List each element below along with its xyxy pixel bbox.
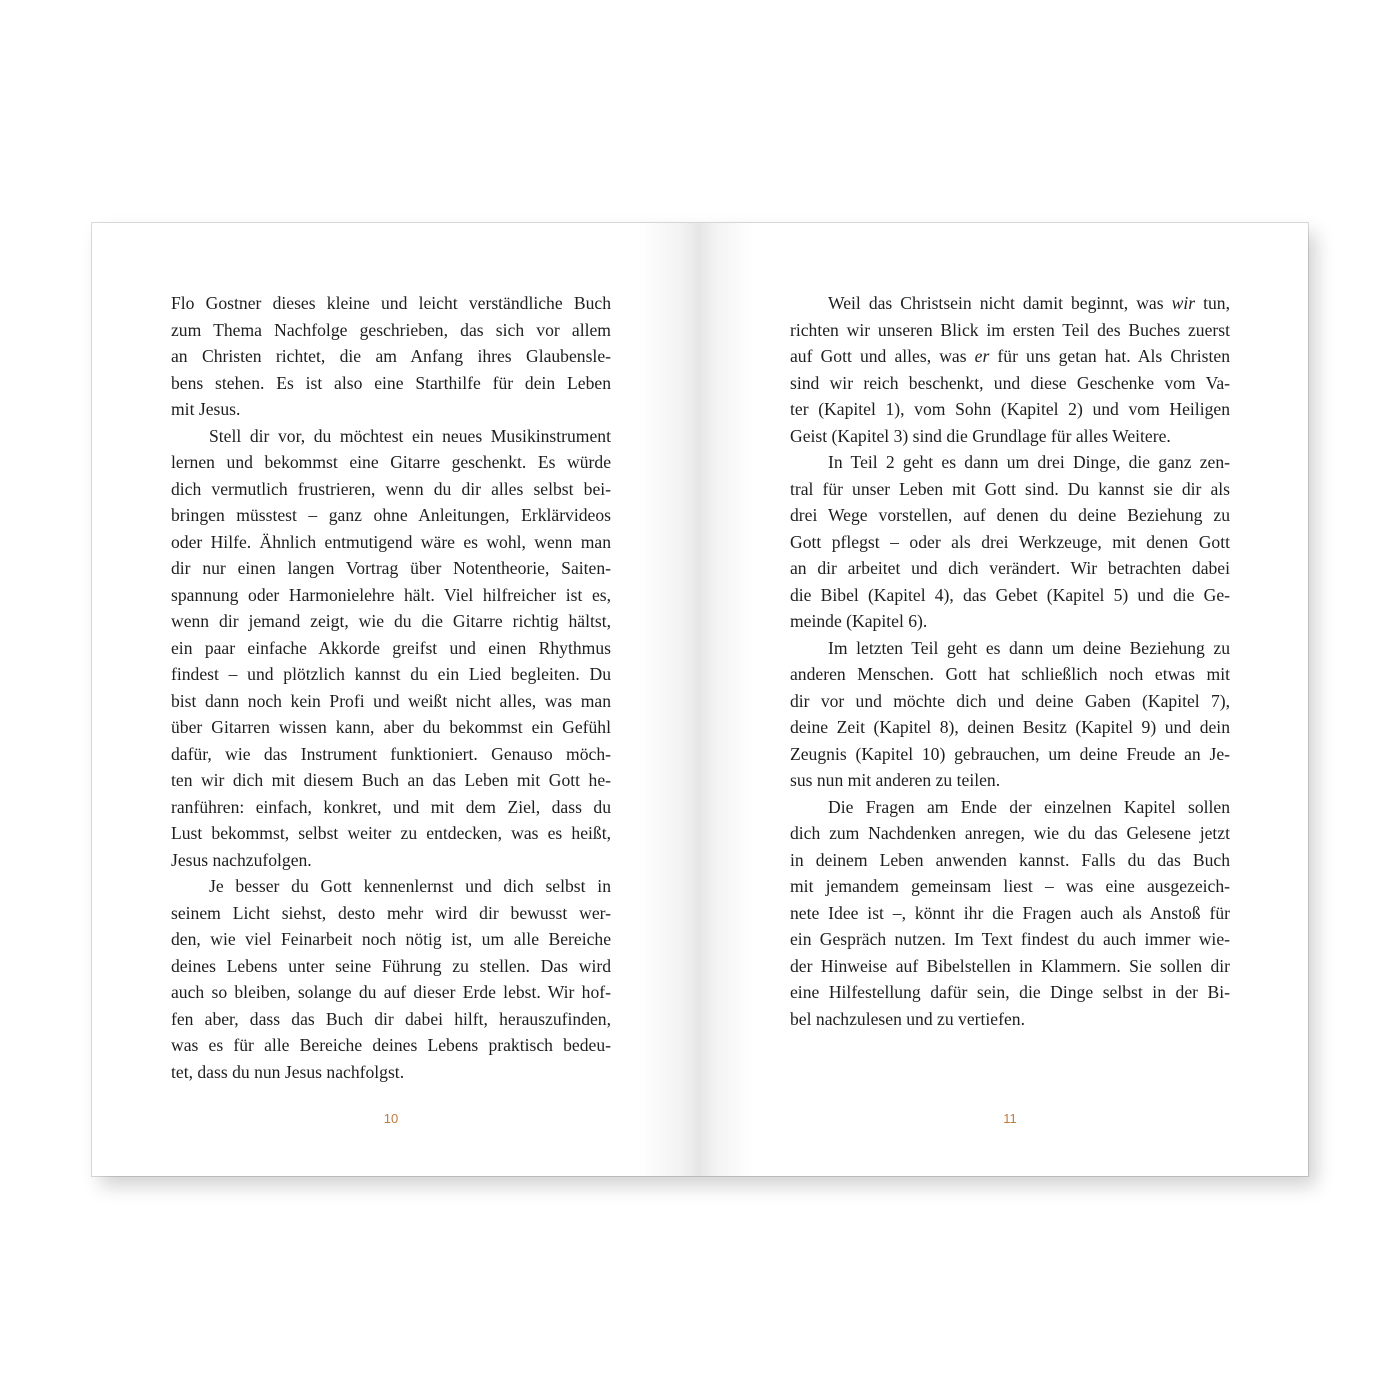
text-segment: an dir arbeitet und dich verändert. Wir betrachten dabei <box>790 558 1230 578</box>
text-line <box>790 396 1230 423</box>
text-line: bringen müsstest – ganz ohne Anleitungen, Erklärvideos <box>171 505 611 525</box>
text-segment: tun, <box>1195 293 1231 313</box>
text-line <box>790 794 1230 821</box>
book-spread <box>92 223 1308 1176</box>
text-segment: bel nachzulesen und zu vertiefen. <box>790 1008 1025 1029</box>
text-line: Stell dir vor, du möchtest ein neues Musikinstrument <box>209 425 611 446</box>
text-line: auch so bleiben, solange du auf dieser Erde lebst. Wir hof- <box>171 982 611 1002</box>
text-line: bist dann noch kein Profi und weißt nicht alles, was man <box>171 690 611 711</box>
text-segment: eine Hilfestellung dafür sein, die Dinge selbst in der Bi- <box>790 982 1230 1002</box>
text-line: Lust bekommst, selbst weiter zu entdecken, was es heißt, <box>171 823 611 843</box>
text-line: dich vermutlich frustrieren, wenn du dir alles selbst bei- <box>171 478 611 499</box>
text-line: spannung oder Harmonielehre hält. Viel hilfreicher ist es, <box>171 584 611 605</box>
text-line <box>790 317 1230 344</box>
text-line <box>790 820 1230 847</box>
text-line <box>790 343 1230 370</box>
right-page-body <box>790 290 1230 1032</box>
italic-word: er <box>974 346 990 366</box>
text-line <box>790 847 1230 874</box>
text-line <box>790 926 1230 953</box>
text-line <box>790 529 1230 556</box>
text-line <box>790 449 1230 476</box>
text-line <box>790 290 1230 317</box>
text-segment: dir vor und möchte dich und deine Gaben (Kapitel 7), <box>790 690 1230 711</box>
text-segment: sind wir reich beschenkt, und diese Geschenke vom Va- <box>790 372 1230 393</box>
text-segment: Geist (Kapitel 3) sind die Grundlage für alles Weitere. <box>790 425 1171 446</box>
text-line <box>790 979 1230 1006</box>
text-segment: Im letzten Teil geht es dann um deine Beziehung zu <box>828 637 1230 658</box>
text-segment: Weil das Christsein nicht damit beginnt, was <box>828 293 1172 313</box>
text-line <box>790 953 1230 980</box>
text-line: lernen und bekommst eine Gitarre geschenkt. Es würde <box>171 452 611 472</box>
text-segment: für uns getan hat. Als Christen <box>989 346 1230 366</box>
text-segment: der Hinweise auf Bibelstellen in Klammern. Sie sollen dir <box>790 955 1230 976</box>
text-line: ein paar einfache Akkorde greifst und einen Rhythmus <box>171 637 611 658</box>
text-segment: in deinem Leben anwenden kannst. Falls du das Buch <box>790 849 1230 870</box>
text-line <box>790 582 1230 609</box>
text-line <box>790 900 1230 927</box>
text-line <box>790 714 1230 741</box>
text-segment: nete Idee ist –, könnt ihr die Fragen auch als Anstoß für <box>790 902 1230 923</box>
text-segment: Zeugnis (Kapitel 10) gebrauchen, um deine Freude an Je- <box>790 743 1230 764</box>
text-segment: In Teil 2 geht es dann um drei Dinge, die ganz zen- <box>828 452 1230 472</box>
page-number-left: 10 <box>383 1111 399 1126</box>
text-line <box>790 635 1230 662</box>
text-line <box>790 688 1230 715</box>
text-segment: dich zum Nachdenken anregen, wie du das Gelesene jetzt <box>790 823 1230 843</box>
text-line: was es für alle Bereiche deines Lebens praktisch bedeu- <box>171 1035 611 1055</box>
text-line: an Christen richtet, die am Anfang ihres Glaubensle- <box>171 346 611 366</box>
text-line <box>790 873 1230 900</box>
page-number-right: 11 <box>1003 1111 1017 1126</box>
text-line: bens stehen. Es ist also eine Starthilfe für dein Leben <box>171 372 611 393</box>
text-segment: mit jemandem gemeinsam liest – was eine ausgezeich- <box>790 876 1230 896</box>
text-segment: Die Fragen am Ende der einzelnen Kapitel sollen <box>828 796 1230 817</box>
text-line: Je besser du Gott kennenlernst und dich selbst in <box>209 876 611 896</box>
text-segment: ein Gespräch nutzen. Im Text findest du auch immer wie- <box>790 929 1230 949</box>
text-segment: sus nun mit anderen zu teilen. <box>790 770 1001 790</box>
text-segment: drei Wege vorstellen, auf denen du deine Beziehung zu <box>790 505 1230 525</box>
text-segment: Gott pflegst – oder als drei Werkzeuge, mit denen Gott <box>790 531 1230 552</box>
text-line: ranführen: einfach, konkret, und mit dem Ziel, dass du <box>171 796 611 817</box>
text-segment: richten wir unseren Blick im ersten Teil des Buches zuerst <box>790 319 1230 340</box>
left-page <box>92 223 699 1176</box>
text-line: Jesus nachzufolgen. <box>171 849 312 870</box>
text-line <box>790 767 1230 794</box>
text-line <box>790 1006 1230 1033</box>
text-line <box>790 502 1230 529</box>
text-line: findest – und plötzlich kannst du ein Lied begleiten. Du <box>171 664 611 684</box>
text-line: wenn dir jemand zeigt, wie du die Gitarre richtig hältst, <box>171 611 611 631</box>
text-line: über Gitarren wissen kann, aber du bekommst ein Gefühl <box>171 717 611 737</box>
text-line: mit Jesus. <box>171 399 241 419</box>
text-line: seinem Licht siehst, desto mehr wird dir bewusst wer- <box>171 902 611 923</box>
text-line <box>790 423 1230 450</box>
text-segment: die Bibel (Kapitel 4), das Gebet (Kapitel 5) und die Ge- <box>790 584 1230 605</box>
text-line: oder Hilfe. Ähnlich entmutigend wäre es wohl, wenn man <box>171 531 611 552</box>
text-line: den, wie viel Feinarbeit noch nötig ist, um alle Bereiche <box>171 929 611 949</box>
text-segment: deine Zeit (Kapitel 8), deinen Besitz (Kapitel 9) und dein <box>790 717 1230 737</box>
left-page-body <box>171 290 611 1085</box>
text-line: dir nur einen langen Vortrag über Notentheorie, Saiten- <box>171 558 611 578</box>
text-line <box>790 608 1230 635</box>
text-segment: tral für unser Leben mit Gott sind. Du kannst sie dir als <box>790 478 1230 499</box>
text-segment: auf Gott und alles, was <box>790 346 975 366</box>
text-line <box>790 555 1230 582</box>
text-line <box>790 370 1230 397</box>
text-segment: anderen Menschen. Gott hat schließlich noch etwas mit <box>790 664 1230 684</box>
text-line <box>790 661 1230 688</box>
right-page <box>699 223 1308 1176</box>
text-line: Flo Gostner dieses kleine und leicht verständliche Buch <box>171 293 611 313</box>
text-line <box>790 741 1230 768</box>
text-line <box>790 476 1230 503</box>
text-line: ten wir dich mit diesem Buch an das Leben mit Gott he- <box>171 770 611 790</box>
text-line: dafür, wie das Instrument funktioniert. Genauso möch- <box>171 743 611 764</box>
text-segment: ter (Kapitel 1), vom Sohn (Kapitel 2) und vom Heiligen <box>790 399 1230 419</box>
italic-word: wir <box>1171 293 1196 313</box>
text-line: zum Thema Nachfolge geschrieben, das sich vor allem <box>171 319 611 340</box>
text-segment: meinde (Kapitel 6). <box>790 611 928 631</box>
text-line: fen aber, dass das Buch dir dabei hilft, herauszufinden, <box>171 1008 611 1029</box>
text-line: tet, dass du nun Jesus nachfolgst. <box>171 1061 405 1082</box>
text-line: deines Lebens unter seine Führung zu stellen. Das wird <box>171 955 611 976</box>
